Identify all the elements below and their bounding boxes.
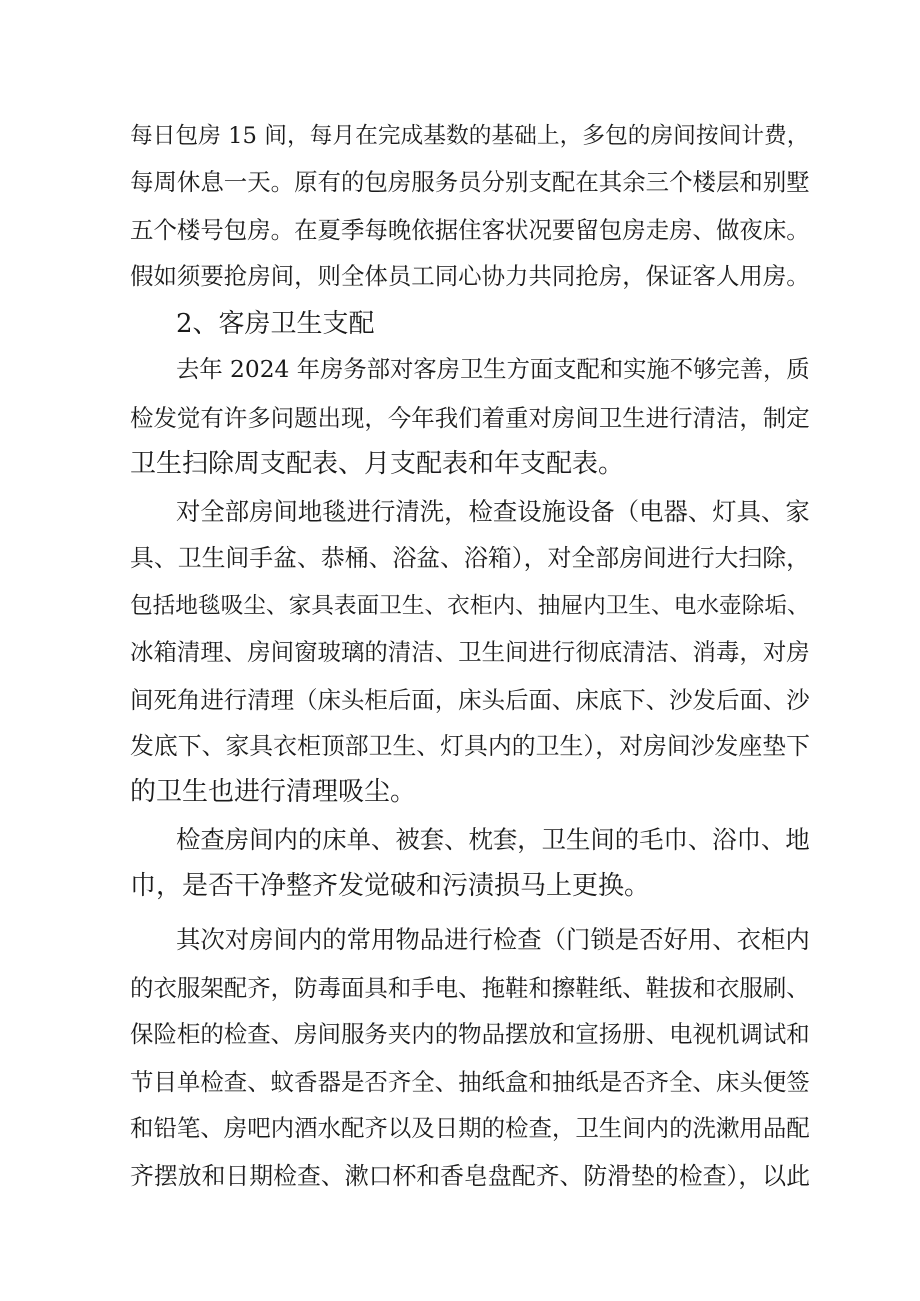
paragraph-line: 去年 2024 年房务部对客房卫生方面支配和实施不够完善，质 bbox=[176, 356, 810, 383]
paragraph-line: 齐摆放和日期检查、漱口杯和香皂盘配齐、防滑垫的检查），以此 bbox=[130, 1162, 810, 1190]
paragraph-line: 具、卫生间手盆、恭桶、浴盆、浴箱），对全部房间进行大扫除， bbox=[130, 544, 810, 572]
paragraph-line: 间死角进行清理（床头柜后面，床头后面、床底下、沙发后面、沙 bbox=[130, 686, 810, 714]
paragraph-line: 对全部房间地毯进行清洗，检查设施设备（电器、灯具、家 bbox=[176, 497, 810, 526]
paragraph-line: 其次对房间内的常用物品进行检查（门锁是否好用、衣柜内 bbox=[176, 925, 810, 954]
paragraph-line: 五个楼号包房。在夏季每晚依据住客状况要留包房走房、做夜床。 bbox=[130, 216, 810, 244]
paragraph-line: 卫生扫除周支配表、月支配表和年支配表。 bbox=[130, 449, 625, 479]
paragraph-line: 包括地毯吸尘、家具表面卫生、衣柜内、抽屉内卫生、电水壶除垢、 bbox=[130, 593, 810, 619]
paragraph-line: 检发觉有许多问题出现，今年我们着重对房间卫生进行清洁，制定 bbox=[130, 404, 810, 432]
section-heading: 2、客房卫生支配 bbox=[176, 309, 375, 339]
paragraph-line: 和铅笔、房吧内酒水配齐以及日期的检查，卫生间内的洗漱用品配 bbox=[130, 1114, 810, 1142]
paragraph-line: 发底下、家具衣柜顶部卫生、灯具内的卫生），对房间沙发座垫下 bbox=[130, 732, 810, 760]
paragraph-line: 保险柜的检查、房间服务夹内的物品摆放和宣扬册、电视机调试和 bbox=[130, 1020, 810, 1048]
paragraph-line: 的衣服架配齐，防毒面具和手电、拖鞋和擦鞋纸、鞋拔和衣服刷、 bbox=[130, 974, 810, 1002]
paragraph-line: 冰箱清理、房间窗玻璃的清洁、卫生间进行彻底清洁、消毒，对房 bbox=[130, 638, 810, 666]
paragraph-line: 的卫生也进行清理吸尘。 bbox=[130, 777, 417, 807]
paragraph-line: 每周休息一天。原有的包房服务员分别支配在其余三个楼层和别墅 bbox=[130, 168, 810, 196]
paragraph-line: 巾，是否干净整齐发觉破和污渍损马上更换。 bbox=[130, 871, 651, 901]
paragraph-line: 节目单检查、蚊香器是否齐全、抽纸盒和抽纸是否齐全、床头便签 bbox=[130, 1068, 810, 1096]
paragraph-line: 假如须要抢房间，则全体员工同心协力共同抢房，保证客人用房。 bbox=[130, 262, 810, 290]
paragraph-line: 检查房间内的床单、被套、枕套，卫生间的毛巾、浴巾、地 bbox=[176, 825, 810, 854]
paragraph-line: 每日包房 15 间，每月在完成基数的基础上，多包的房间按间计费， bbox=[130, 123, 810, 149]
